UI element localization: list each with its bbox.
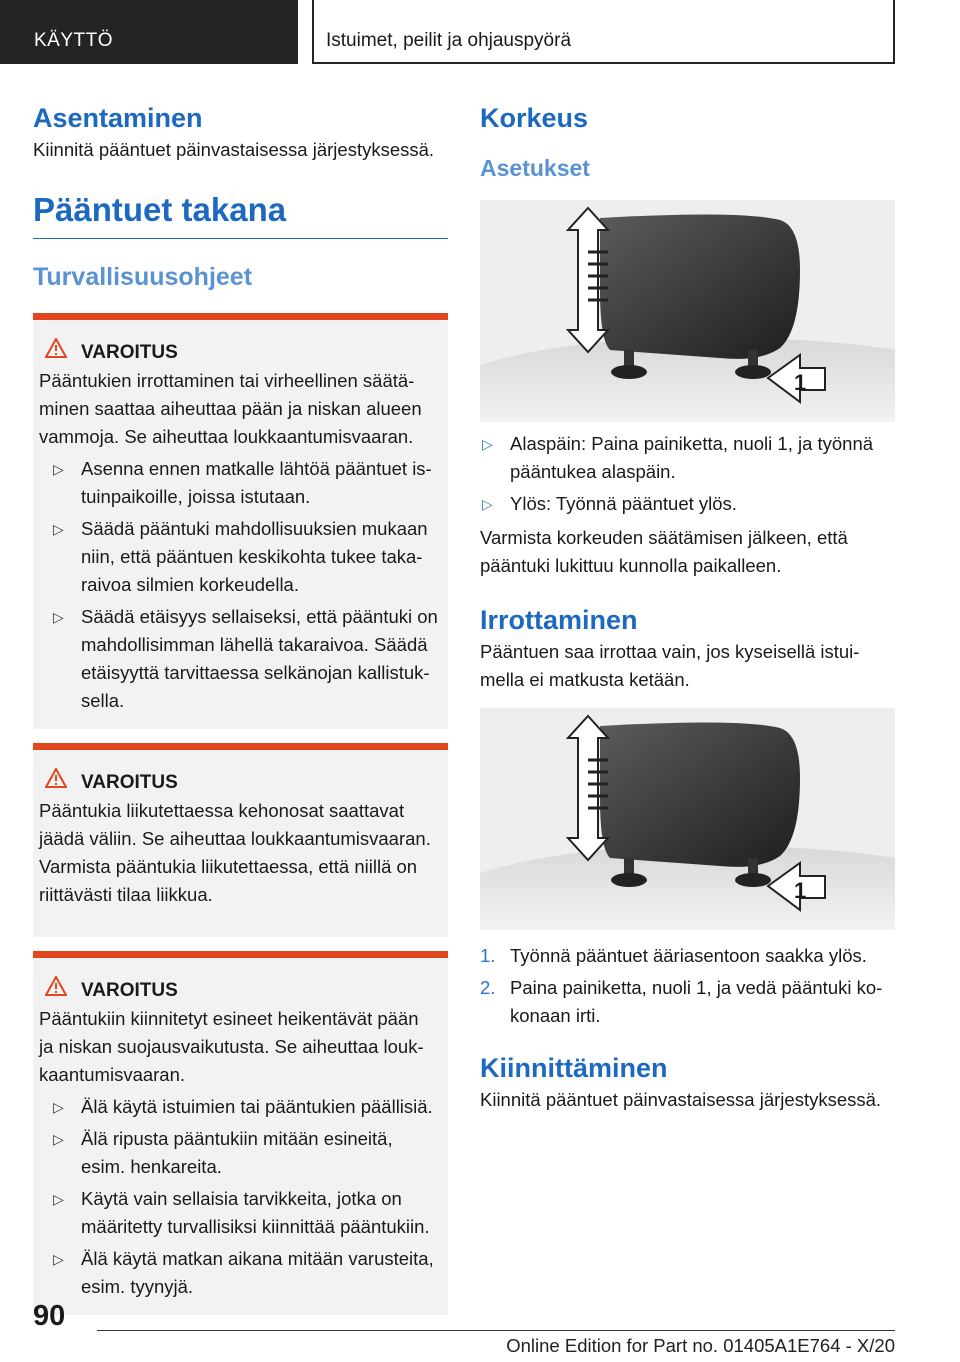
footer-edition [97, 1330, 895, 1362]
triangle-bullet-icon: ▷ [53, 521, 64, 537]
triangle-bullet-icon: ▷ [53, 461, 64, 477]
warning-triangle-icon [45, 976, 67, 1005]
removal-steps [480, 942, 895, 1030]
list-item: 1. Työnnä pääntuet ääriasentoon saakka ylös. [480, 945, 867, 966]
attach-heading: Kiinnittäminen [480, 1053, 668, 1083]
list-item: ▷ Älä käytä matkan aikana mitään varusteita, esim. tyynyjä. [39, 1245, 438, 1301]
triangle-bullet-icon: ▷ [53, 1131, 64, 1147]
remove-text: Pääntuen saa irrottaa vain, jos kyseisellä istui-mella ei matkusta ketään. [480, 641, 860, 690]
list-item: ▷ Asenna ennen matkalle lähtöä pääntuet is-tuinpaikoille, joissa istutaan. [39, 455, 438, 511]
list-item: ▷ Älä ripusta pääntukiin mitään esineitä, esim. henkareita. [39, 1125, 438, 1181]
left-column [33, 100, 448, 1315]
chapter-tab [312, 0, 895, 64]
headrest-height-illustration [480, 200, 895, 422]
warning-title-text: VAROITUS [81, 979, 178, 1001]
warning-bullets [39, 455, 438, 715]
triangle-bullet-icon: ▷ [53, 609, 64, 625]
triangle-bullet-icon: ▷ [482, 436, 493, 452]
warning-title [39, 768, 438, 797]
warning-box [33, 313, 448, 729]
settings-heading: Asetukset [480, 155, 590, 181]
section-title: KÄYTTÖ [34, 30, 114, 51]
height-note: Varmista korkeuden säätämisen jälkeen, että pääntuki lukittuu kunnolla paikalleen. [480, 527, 848, 576]
safety-heading: Turvallisuusohjeet [33, 263, 253, 291]
section-tab [0, 0, 298, 64]
right-column [480, 100, 895, 1114]
chapter-title: Istuimet, peilit ja ohjauspyörä [326, 30, 572, 51]
triangle-bullet-icon: ▷ [53, 1251, 64, 1267]
warning-text: Pääntukiin kiinnitetyt esineet heikentävät pään ja niskan suojausvaikutusta. Se aiheuttaa louk-kaantumisvaaran. [39, 1008, 424, 1085]
warning-box [33, 743, 448, 937]
headrest-removal-illustration [480, 708, 895, 930]
warning-box [33, 951, 448, 1315]
warning-title-text: VAROITUS [81, 341, 178, 363]
height-bullets [480, 430, 895, 518]
height-heading: Korkeus [480, 103, 589, 133]
list-item: ▷ Ylös: Työnnä pääntuet ylös. [480, 490, 895, 518]
figure-callout-label: 1 [794, 370, 807, 395]
install-heading: Asentaminen [33, 103, 203, 133]
triangle-bullet-icon: ▷ [53, 1191, 64, 1207]
rear-headrests-heading: Pääntuet takana [33, 188, 448, 239]
remove-heading: Irrottaminen [480, 605, 638, 635]
warning-title [39, 338, 438, 367]
warning-title-text: VAROITUS [81, 771, 178, 793]
warning-triangle-icon [45, 768, 67, 797]
figure-callout-label: 1 [794, 878, 807, 903]
triangle-bullet-icon: ▷ [482, 496, 493, 512]
list-item: ▷ Säädä etäisyys sellaiseksi, että pääntuki on mahdollisimman lähellä takaraivoa. Säädä etäisyyttä tarvittaessa selkänojan kallistuk-sella. [39, 603, 438, 715]
list-item: 2. Paina painiketta, nuoli 1, ja vedä pääntuki ko-konaan irti. [480, 977, 883, 1026]
triangle-bullet-icon: ▷ [53, 1099, 64, 1115]
warning-text: Pääntukia liikutettaessa kehonosat saattavat jäädä väliin. Se aiheuttaa loukkaantumisvaaran. Varmista pääntukia liikutettaessa, että niillä on riittävästi tilaa liikkua. [39, 800, 431, 905]
edition-text: Online Edition for Part no. 01405A1E764 - X/20 [506, 1335, 895, 1356]
list-item: ▷ Käytä vain sellaisia tarvikkeita, jotka on määritetty turvallisiksi kiinnittää pääntukiin. [39, 1185, 438, 1241]
warning-bullets [39, 1093, 438, 1301]
list-item: ▷ Älä käytä istuimien tai pääntukien päällisiä. [39, 1093, 438, 1121]
page-number: 90 [33, 1300, 66, 1332]
list-item: ▷ Alaspäin: Paina painiketta, nuoli 1, ja työnnä pääntukea alaspäin. [480, 430, 895, 486]
warning-text: Pääntukien irrottaminen tai virheellinen säätä-minen saattaa aiheuttaa pään ja niskan alueen vammoja. Se aiheuttaa loukkaantumisvaaran. [39, 370, 422, 447]
list-item: ▷ Säädä pääntuki mahdollisuuksien mukaan niin, että pääntuen keskikohta tukee taka-raivoa silmien korkeudella. [39, 515, 438, 599]
warning-triangle-icon [45, 338, 67, 367]
install-text: Kiinnitä pääntuet päinvastaisessa järjestyksessä. [33, 139, 435, 160]
attach-text: Kiinnitä pääntuet päinvastaisessa järjestyksessä. [480, 1089, 882, 1110]
warning-title [39, 976, 438, 1005]
